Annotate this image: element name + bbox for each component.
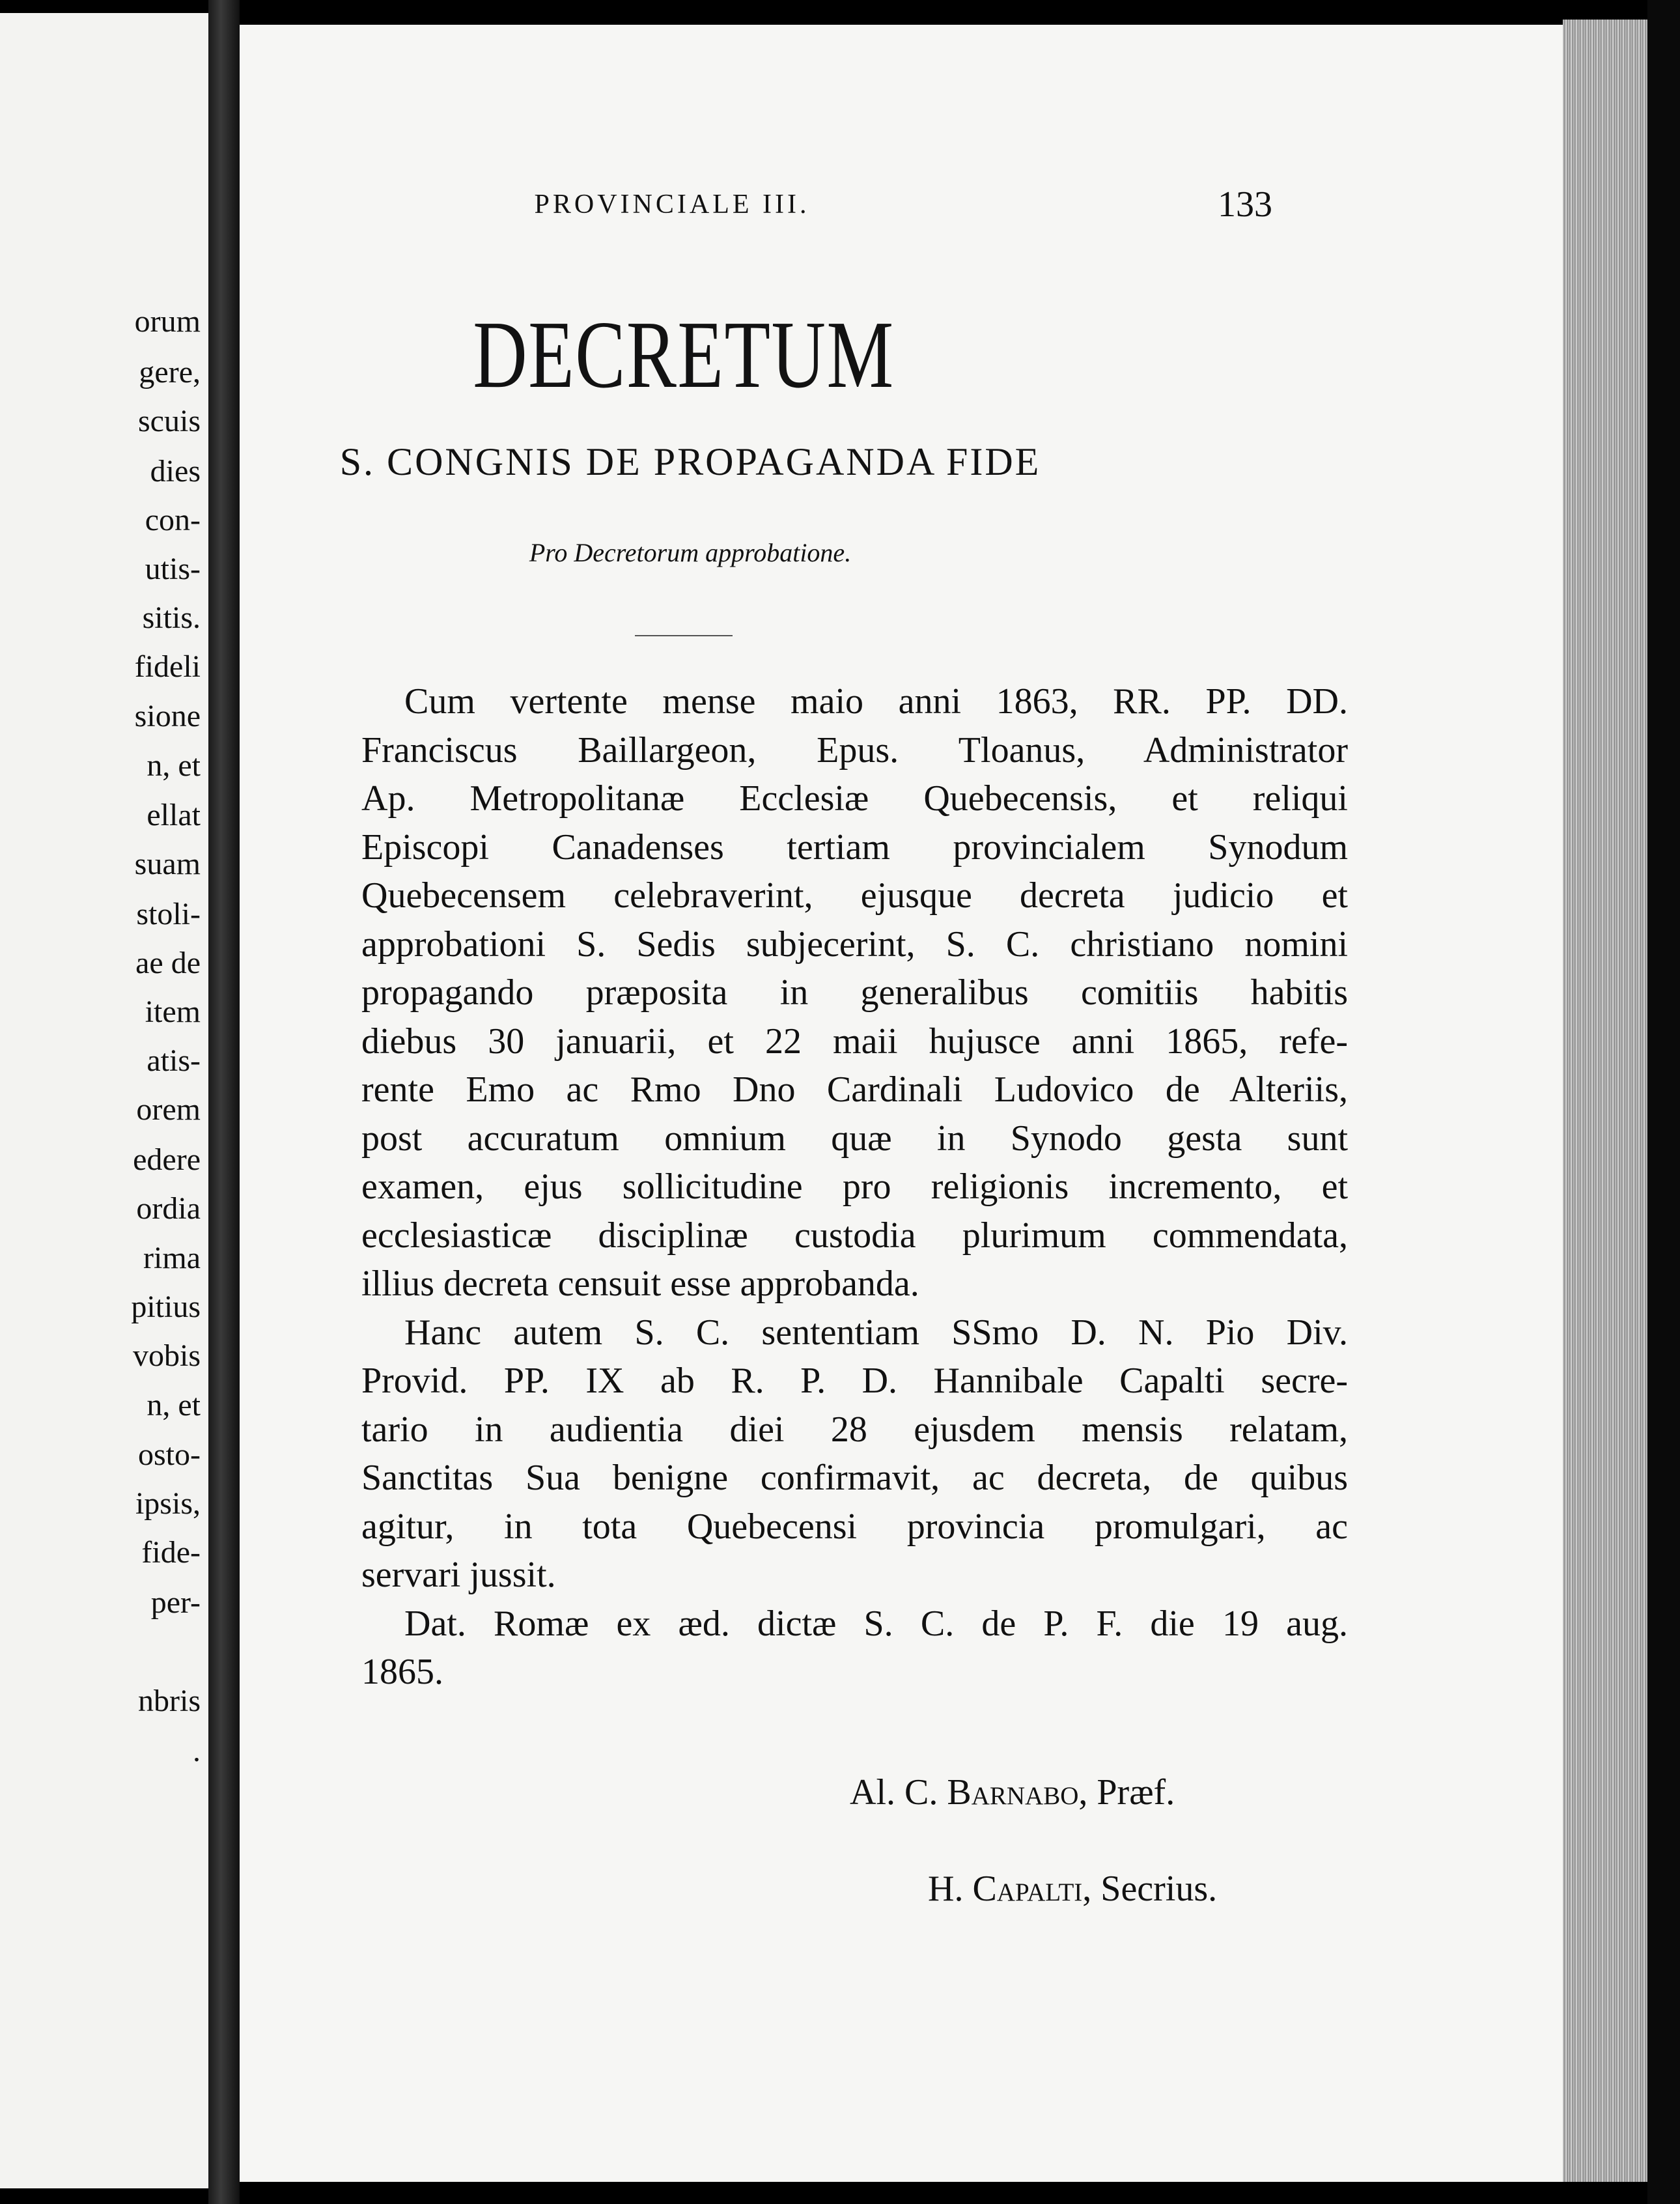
body-line: Hanc autem S. C. sententiam SSmo D. N. Pio Div. [404,1312,1348,1353]
running-head: PROVINCIALE III. [534,190,810,219]
left-fragment: ipsis, [135,1486,201,1521]
left-fragment: suam [134,847,201,881]
left-fragment: nbris [138,1684,201,1718]
left-fragment: rima [143,1241,201,1275]
left-fragment: sione [134,699,201,733]
body-line: diebus 30 januarii, et 22 maii hujusce anni 1865, refe- [361,1021,1348,1062]
body-line: 1865. [361,1652,443,1692]
body-line: Ap. Metropolitanæ Ecclesiæ Quebecensis, et reliqui [361,778,1348,819]
signature-name: Barnabo [947,1772,1079,1813]
page-number: 133 [1218,184,1272,225]
left-fragment: ellat [147,798,201,832]
signature-capalti [928,1868,1217,1910]
body-line: Cum vertente mense maio anni 1863, RR. PP. DD. [404,681,1348,722]
signature-suffix: , Secrius. [1082,1869,1218,1909]
subtitle-italic: Pro Decretorum approbatione. [529,538,852,567]
left-fragment: sitis. [142,600,201,635]
left-fragment: edere [133,1142,201,1177]
left-fragment: ae de [135,946,201,980]
left-fragment: gere, [139,355,201,389]
left-fragment: stoli- [136,897,201,931]
body-line: post accuratum omnium quæ in Synodo gesta sunt [361,1118,1348,1159]
body-line: illius decreta censuit esse approbanda. [361,1264,919,1304]
body-line: approbationi S. Sedis subjecerint, S. C. christiano nomini [361,924,1348,965]
left-fragment: per- [150,1585,201,1620]
body-line: tario in audientia diei 28 ejusdem mensis relatam, [361,1409,1348,1450]
left-fragment: orum [134,304,201,339]
left-fragment: osto- [138,1437,201,1472]
body-line: rente Emo ac Rmo Dno Cardinali Ludovico de Alteriis, [361,1069,1348,1110]
page-edges [1563,20,1647,2182]
left-fragment: orem [136,1092,201,1127]
body-line: Episcopi Canadenses tertiam provincialem Synodum [361,826,1348,868]
left-fragment: scuis [138,404,201,438]
body-line: Provid. PP. IX ab R. P. D. Hannibale Capalti secre- [361,1361,1348,1401]
previous-page-fragment [0,13,208,2188]
body-text [361,677,1348,1697]
body-line: Sanctitas Sua benigne confirmavit, ac decreta, de quibus [361,1458,1348,1498]
left-fragment: pitius [131,1290,201,1324]
left-fragment: dies [150,454,201,488]
signature-suffix: , Præf. [1078,1772,1175,1813]
body-line: examen, ejus sollicitudine pro religionis incremento, et [361,1166,1348,1207]
left-fragment: . [193,1734,201,1768]
body-line: Quebecensem celebraverint, ejusque decreta judicio et [361,875,1348,916]
left-fragment: con- [145,503,201,537]
left-fragment: fideli [134,649,201,684]
body-line: servari jussit. [361,1555,556,1595]
divider [635,635,733,636]
signature-barnabo [850,1772,1175,1813]
left-fragment: item [145,995,201,1029]
left-fragment: fide- [141,1535,201,1570]
body-line: propagando præposita in generalibus comitiis habitis [361,972,1348,1013]
body-line: agitur, in tota Quebecensi provincia promulgari, ac [361,1506,1348,1547]
signature-prefix: H. [928,1869,973,1909]
body-line: Dat. Romæ ex æd. dictæ S. C. de P. F. die 19 aug. [404,1603,1348,1644]
left-fragment: n, et [147,1388,201,1422]
left-fragment: vobis [132,1338,201,1373]
book-gutter [208,0,240,2204]
left-fragment: ordia [136,1191,201,1226]
book-edge [1647,0,1680,2204]
signature-name: Capalti [972,1869,1083,1909]
left-fragment: n, et [147,748,201,783]
signature-prefix: Al. C. [850,1772,947,1813]
body-line: ecclesiasticæ disciplinæ custodia plurimum commendata, [361,1215,1348,1256]
left-fragment: atis- [147,1043,201,1078]
body-line: Franciscus Baillargeon, Epus. Tloanus, Administrator [361,729,1348,770]
subtitle: S. CONGNIS DE PROPAGANDA FIDE [339,440,1041,483]
page-title: DECRETUM [473,302,895,408]
left-fragment: utis- [145,552,201,586]
